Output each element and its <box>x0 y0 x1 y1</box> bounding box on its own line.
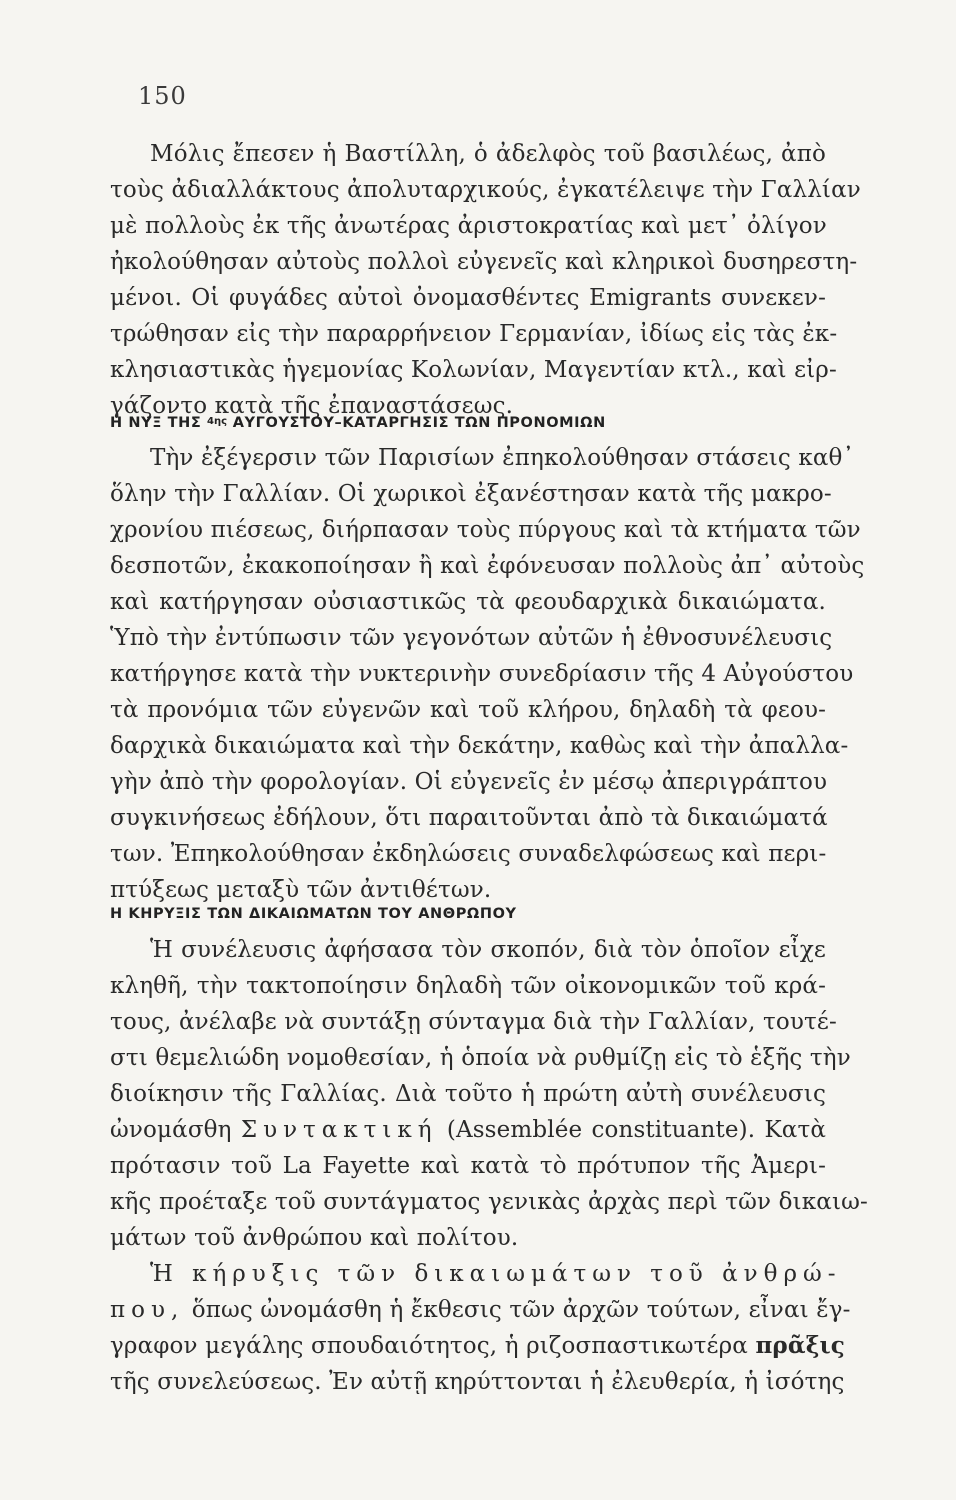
text-line: συγκινήσεως ἐδήλουν, ὅτι παραιτοῦνται ἀπὸ τὰ δικαιώματά <box>110 805 828 831</box>
text-line: γὴν ἀπὸ τὴν φορολογίαν. Οἱ εὐγενεῖς ἐν μέσῳ ἀπεριγράπτου <box>110 769 828 795</box>
text-line <box>110 1256 842 1292</box>
text-line: κληθῆ, τὴν τακτοποίησιν δηλαδὴ τῶν οἰκονομικῶν τοῦ κρά- <box>110 973 826 999</box>
text-line: στι θεμελιώδη νομοθεσίαν, ἡ ὁποία νὰ ρυθμίζῃ εἰς τὸ ἑξῆς τὴν <box>110 1045 851 1071</box>
text-part: γραφον μεγάλης σπουδαιότητος, ἡ ριζοσπαστικωτέρα <box>110 1333 748 1359</box>
text-part: ὠνομάσθη <box>110 1117 232 1143</box>
spaced-term: που, <box>110 1297 185 1323</box>
text-line: δεσποτῶν, ἐκακοποίησαν ἢ καὶ ἐφόνευσαν πολλοὺς ἀπ᾽ αὐτοὺς <box>110 553 865 579</box>
text-line: των. Ἐπηκολούθησαν ἐκδηλώσεις συναδελφώσεως καὶ περι- <box>110 841 827 867</box>
spaced-term: Ἡ κήρυξις τῶν δικαιωμάτων τοῦ ἀνθρώ- <box>150 1261 842 1287</box>
text-line: Ὑπὸ τὴν ἐντύπωσιν τῶν γεγονότων αὐτῶν ἡ ἐθνοσυνέλευσις <box>110 625 833 651</box>
text-line: ὅλην τὴν Γαλλίαν. Οἱ χωρικοὶ ἐξανέστησαν κατὰ τῆς μακρο- <box>110 481 832 507</box>
text-line <box>110 1328 845 1364</box>
text-line: Ἡ συνέλευσις ἀφήσασα τὸν σκοπόν, διὰ τὸν ὁποῖον εἶχε <box>150 937 826 963</box>
text-part: ὅπως ὠνομάσθη ἡ ἔκθεσις τῶν ἀρχῶν τούτων, εἶναι ἔγ- <box>191 1297 851 1323</box>
text-line: κατήργησε κατὰ τὴν νυκτερινὴν συνεδρίασιν τῆς 4 Αὐγούστου <box>110 661 854 687</box>
text-line: πρότασιν τοῦ La Fayette καὶ κατὰ τὸ πρότυπον τῆς Ἀμερι- <box>110 1153 826 1179</box>
heading-part: Η ΝΥΞ ΤΗΣ <box>110 415 202 431</box>
text-line: διοίκησιν τῆς Γαλλίας. Διὰ τοῦτο ἡ πρώτη αὐτὴ συνέλευσις <box>110 1081 826 1107</box>
heading-superscript: 4ης <box>207 416 228 427</box>
text-line: τὰ προνόμια τῶν εὐγενῶν καὶ τοῦ κλήρου, δηλαδὴ τὰ φεου- <box>110 697 826 723</box>
text-line: κῆς προέταξε τοῦ συντάγματος γενικὰς ἀρχὰς περὶ τῶν δικαιω- <box>110 1189 868 1215</box>
text-line: τῆς συνελεύσεως. Ἐν αὐτῇ κηρύττονται ἡ ἐλευθερία, ἡ ἰσότης <box>110 1369 845 1395</box>
spaced-term: Συντακτική <box>240 1117 438 1143</box>
section-heading: Η ΚΗΡΥΞΙΣ ΤΩΝ ΔΙΚΑΙΩΜΑΤΩΝ ΤΟΥ ΑΝΘΡΩΠΟΥ <box>110 906 517 922</box>
text-line: Μόλις ἔπεσεν ἡ Βαστίλλη, ὁ ἀδελφὸς τοῦ βασιλέως, ἀπὸ <box>150 141 826 167</box>
text-line: χρονίου πιέσεως, διήρπασαν τοὺς πύργους καὶ τὰ κτήματα τῶν <box>110 517 861 543</box>
heading-part: ΑΥΓΟΥΣΤΟΥ–ΚΑΤΑΡΓΗΣΙΣ ΤΩΝ ΠΡΟΝΟΜΙΩΝ <box>232 415 606 431</box>
text-line: μὲ πολλοὺς ἐκ τῆς ἀνωτέρας ἀριστοκρατίας καὶ μετ᾽ ὀλίγον <box>110 213 827 239</box>
paragraph-bastille <box>110 136 861 424</box>
text-line: ἠκολούθησαν αὐτοὺς πολλοὶ εὐγενεῖς καὶ κληρικοὶ δυσηρεστη- <box>110 249 858 275</box>
text-line: μένοι. Οἱ φυγάδες αὐτοὶ ὀνομασθέντες Emigrants συνεκεν- <box>110 285 826 311</box>
text-line <box>110 1292 851 1328</box>
bold-term: πρᾶξις <box>755 1332 845 1359</box>
text-line: καὶ κατήργησαν οὐσιαστικῶς τὰ φεουδαρχικὰ δικαιώματα. <box>110 589 826 615</box>
text-line: δαρχικὰ δικαιώματα καὶ τὴν δεκάτην, καθὼς καὶ τὴν ἀπαλλα- <box>110 733 849 759</box>
text-line <box>110 1112 826 1148</box>
page-number: 150 <box>138 82 187 110</box>
text-line: τους, ἀνέλαβε νὰ συντάξῃ σύνταγμα διὰ τὴν Γαλλίαν, τουτέ- <box>110 1009 837 1035</box>
text-line: κλησιαστικὰς ἡγεμονίας Κολωνίαν, Μαγεντίαν κτλ., καὶ εἰρ- <box>110 357 837 383</box>
text-line: πτύξεως μεταξὺ τῶν ἀντιθέτων. <box>110 877 492 903</box>
section-heading <box>110 404 826 440</box>
text-line: μάτων τοῦ ἀνθρώπου καὶ πολίτου. <box>110 1225 519 1251</box>
section-declaration-of-rights <box>110 896 868 1400</box>
text-line: γάζοντο κατὰ τῆς ἐπαναστάσεως. <box>110 393 514 419</box>
section-night-of-august-4 <box>110 404 865 908</box>
text-line: τοὺς ἀδιαλλάκτους ἀπολυταρχικούς, ἐγκατέλειψε τὴν Γαλλίαν <box>110 177 861 203</box>
text-part: (Assemblée constituante). Κατὰ <box>446 1117 827 1143</box>
text-line: Τὴν ἐξέγερσιν τῶν Παρισίων ἐπηκολούθησαν στάσεις καθ᾽ <box>150 445 855 471</box>
text-line: τρώθησαν εἰς τὴν παραρρήνειον Γερμανίαν, ἰδίως εἰς τὰς ἐκ- <box>110 321 838 347</box>
